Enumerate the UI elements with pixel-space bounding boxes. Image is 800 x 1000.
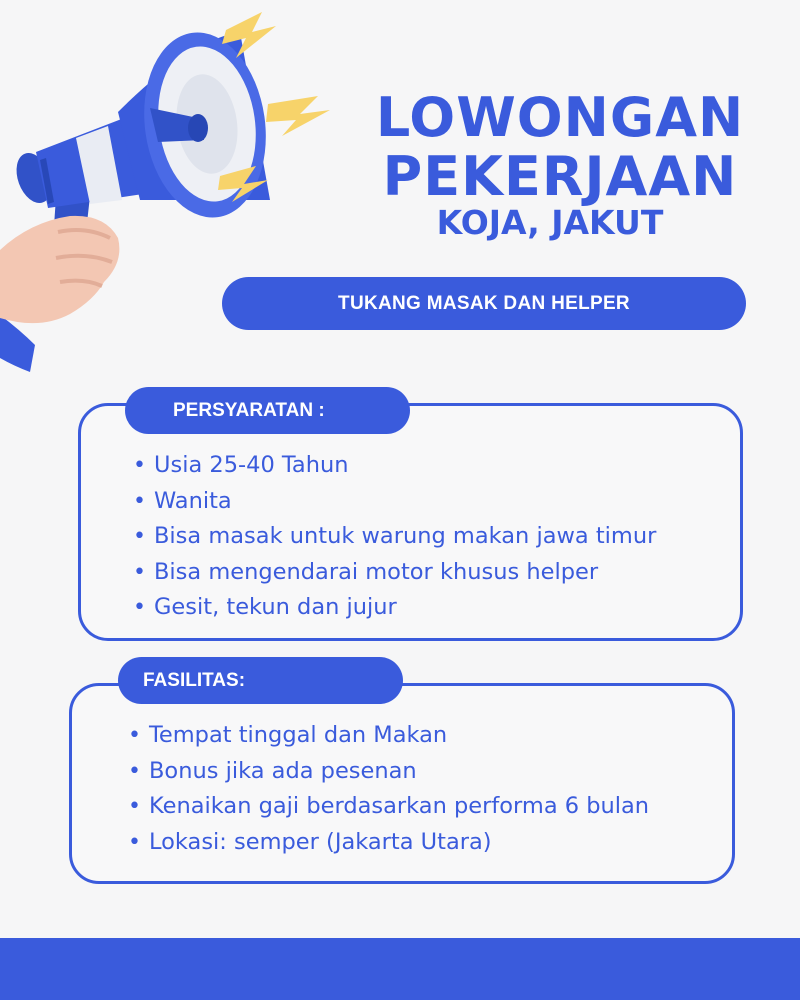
requirements-heading: PERSYARATAN : (125, 387, 410, 434)
list-item: • Usia 25-40 Tahun (133, 448, 656, 484)
facilities-list (128, 718, 649, 860)
list-item: • Bisa masak untuk warung makan jawa timur (133, 519, 656, 555)
list-item: • Gesit, tekun dan jujur (133, 590, 656, 626)
list-item: • Lokasi: semper (Jakarta Utara) (128, 825, 649, 861)
location-subtitle: KOJA, JAKUT (436, 203, 664, 242)
footer-bar (0, 938, 800, 1000)
list-item: • Bisa mengendarai motor khusus helper (133, 555, 656, 591)
title-line-2: PEKERJAAN (382, 145, 738, 208)
facilities-heading: FASILITAS: (118, 657, 403, 704)
list-item: • Wanita (133, 484, 656, 520)
megaphone-hand-icon (0, 0, 340, 390)
requirements-list (133, 448, 656, 626)
list-item: • Kenaikan gaji berdasarkan performa 6 bulan (128, 789, 649, 825)
list-item: • Bonus jika ada pesenan (128, 754, 649, 790)
job-role-banner: TUKANG MASAK DAN HELPER (222, 277, 746, 330)
list-item: • Tempat tinggal dan Makan (128, 718, 649, 754)
title-line-1: LOWONGAN (375, 86, 745, 149)
